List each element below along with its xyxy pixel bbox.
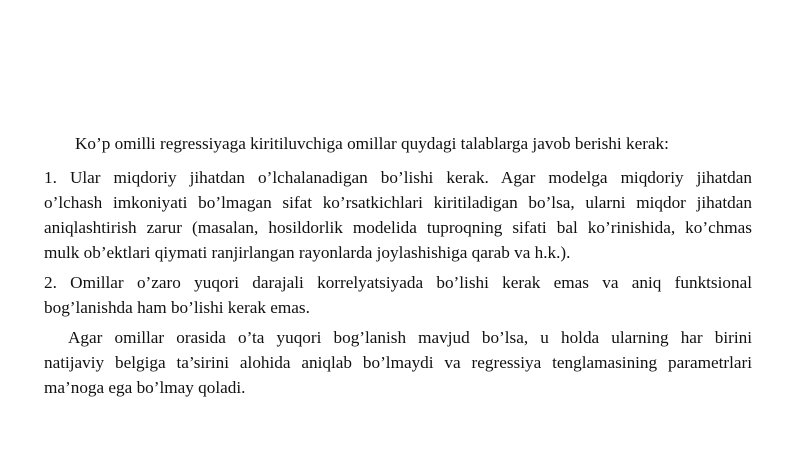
list-item-2-line-1: 2. Omillar o’zaro yuqori darajali korrelyatsiyada bo’lishi kerak emas va aniq funktsional — [44, 273, 752, 292]
conclusion-paragraph — [44, 325, 752, 400]
list-item-2 — [44, 270, 752, 320]
list-item-1-line-2: o’lchash imkoniyati bo’lmagan sifat ko’rsatkichlari kiritiladigan bo’lsa, ularni miqdor jihatdan — [44, 193, 752, 212]
conclusion-line-1: Agar omillar orasida o’ta yuqori bog’lanish mavjud bo’lsa, u holda ularning har birini — [68, 328, 752, 347]
list-item-2-line-2: bog’lanishda ham bo’lishi kerak emas. — [44, 298, 310, 317]
intro-paragraph — [44, 131, 752, 156]
list-item-1-line-4: mulk ob’ektlari qiymati ranjirlangan rayonlarda joylashishiga qarab va h.k.). — [44, 243, 571, 262]
list-item-1 — [44, 165, 752, 265]
conclusion-line-2: natijaviy belgiga ta’sirini alohida aniqlab bo’lmaydi va regressiya tenglamasining parametrlari — [44, 353, 752, 372]
intro-line: Ko’p omilli regressiyaga kiritiluvchiga omillar quydagi talablarga javob berishi kerak: — [75, 134, 669, 153]
conclusion-line-3: ma’noga ega bo’lmay qoladi. — [44, 378, 246, 397]
document-body — [44, 131, 752, 400]
list-item-1-line-1: 1. Ular miqdoriy jihatdan o’lchalanadigan bo’lishi kerak. Agar modelga miqdoriy jihatdan — [44, 168, 752, 187]
list-item-1-line-3: aniqlashtirish zarur (masalan, hosildorlik modelida tuproqning sifati bal ko’rinishida, ko’chmas — [44, 218, 752, 237]
